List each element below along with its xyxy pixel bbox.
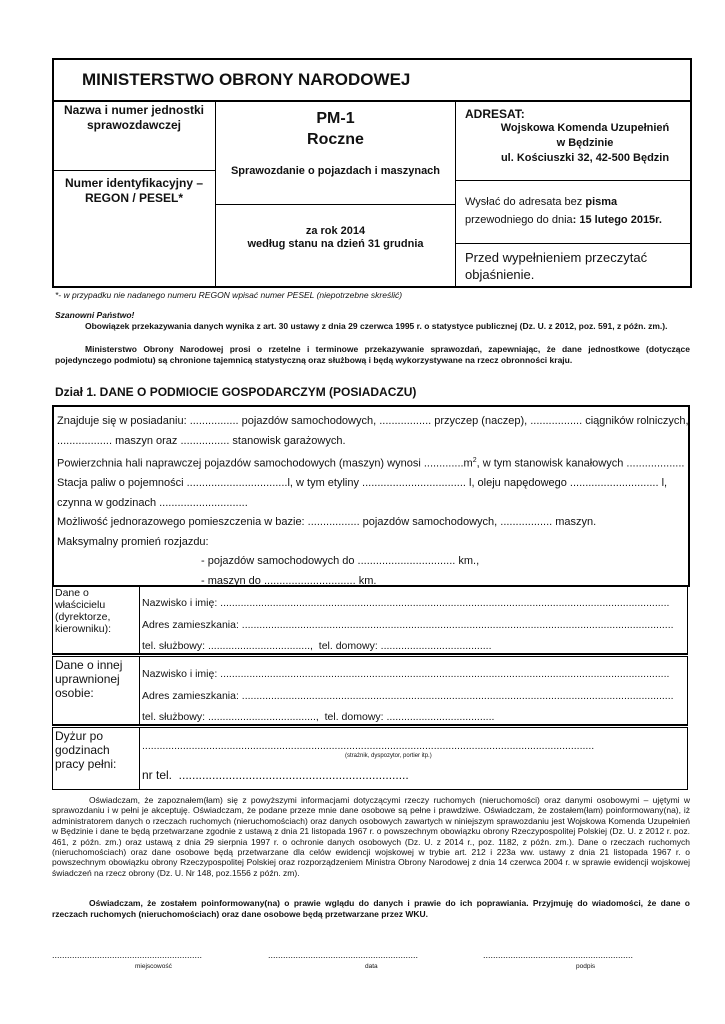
declaration-paragraph-2: Oświadczam, że zostałem poinformowany(na) o prawie wglądu do danych i prawie do ich poprawiania. Przyjmuję do wiadomości, że dane o rzeczach ruchomych (nieruchomościach) oraz dane osobowe będą przetwarzane przez WKU. bbox=[52, 898, 690, 919]
max-radius-label: Maksymalny promień rozjazdu: bbox=[57, 535, 209, 548]
repair-hall-line[interactable]: Powierzchnia hali naprawczej pojazdów samochodowych (maszyn) wynosi $.............m^2$, w tym stanowisk kanałowych ................... bbox=[57, 457, 685, 470]
footnote: *- w przypadku nie nadanego numeru REGON wpisać numer PESEL (niepotrzebne skreślić) bbox=[55, 290, 403, 300]
duty-phone-field[interactable]: nr tel. ..................................................................... bbox=[142, 768, 409, 782]
declaration-paragraph-1: Oświadczam, że zapoznałem(łam) się z powyższymi informacjami dotyczącymi rzeczy ruchomych (nieruchomości) oraz danymi osobowymi – ujętymi w sprawozdaniu i w pełni je akceptuję. Oświadczam, że podane przeze mnie dane osobowe są pełne i prawdziwe. Oświadczam, że zostałem(łam) poinformowany(na), iż administratorem danych o rzeczach ruchomych (nieruchomościach) oraz danych osobowych zawartych w niniejszym sprawozdaniu jest Wojskowa Komenda Uzupełnień w Będzinie i dane te będą przetwarzane zgodnie z ustawą z dnia 21 listopada 1967 r. o powszechnym obowiązku obrony Rzeczypospolitej Polskiej (Dz. U. z 2012 r. poz. 461, z późn. zm.) oraz ustawą z dnia 29 sierpnia 1997 r. o ochronie danych osobowych (Dz. U. z 2014 r., poz. 1182, z późn. zm.). Dane o rzeczach ruchomych (nieruchomościach) oraz dane osobowe będą przetwarzane dla celów ewidencji wojskowej w trybie art. 212 i 223a ww. ustawy z dnia 21 listopada 1967 r. o powszechnym obowiązku obrony Rzeczypospolitej Polskiej oraz rozporządzeniem Ministra Obrony Narodowej z dnia 14 czerwca 2004 r. w sprawie ewidencji wojskowej świadczeń na rzecz obrony (Dz. U. Nr 148, poz.1556 z późn. zm). bbox=[52, 795, 690, 878]
section-1-title: Dział 1. DANE O PODMIOCIE GOSPODARCZYM (POSIADACZU) bbox=[55, 385, 417, 399]
other-phones-field[interactable]: tel. służbowy: ....................................., tel. domowy: ..................................... bbox=[142, 711, 495, 723]
date-label: data bbox=[365, 963, 378, 970]
date-dots[interactable]: ............................................................ bbox=[268, 950, 419, 960]
form-title: Sprawozdanie o pojazdach i maszynach bbox=[230, 165, 441, 177]
duty-label: Dyżur po godzinach pracy pełni: bbox=[55, 729, 117, 771]
section-1-body bbox=[57, 412, 689, 591]
greeting: Szanowni Państwo! bbox=[55, 310, 135, 320]
regon-label: Numer identyfikacyjny – REGON / PESEL* bbox=[64, 176, 204, 205]
other-person-label: Dane o innej uprawnionej osobie: bbox=[55, 658, 123, 700]
opening-hours-line[interactable]: czynna w godzinach ............................. bbox=[57, 496, 248, 509]
report-date: według stanu na dzień 31 grudnia bbox=[247, 238, 424, 250]
machine-radius-line[interactable]: - maszyn do .............................. km. bbox=[201, 574, 377, 587]
fuel-station-line[interactable]: Stacja paliw o pojemności .................................l, w tym etyliny .................................. l, oleju napędowego ............................. l, bbox=[57, 477, 668, 490]
duty-person-field[interactable]: ........................................................................................................................................................... bbox=[142, 740, 595, 752]
form-code: PM-1 bbox=[316, 110, 355, 127]
owner-address-field[interactable]: Adres zamieszkania: .................................................................................................................................................... bbox=[142, 619, 674, 631]
addressee-line-2: w Będzinie bbox=[556, 137, 614, 149]
signature-label: podpis bbox=[576, 963, 596, 970]
vehicle-radius-line[interactable]: - pojazdów samochodowych do ................................ km., bbox=[201, 555, 480, 568]
ministry-title: MINISTERSTWO OBRONY NARODOWEJ bbox=[82, 70, 411, 89]
signature-dots[interactable]: ............................................................ bbox=[483, 950, 634, 960]
machines-line[interactable]: .................. maszyn oraz ................ stanowisk garażowych. bbox=[57, 434, 346, 447]
intro-paragraph-2: Ministerstwo Obrony Narodowej prosi o rzetelne i terminowe przekazywanie sprawozdań, zapewniając, że dane jednostkowe (dotyczące pojedynczego podmiotu) są chronione tajemnicą statystyczną oraz służbową i będą wykorzystywane na rzecz obronności kraju. bbox=[55, 344, 690, 365]
read-instructions-note: Przed wypełnieniem przeczytać objaśnienie. bbox=[465, 250, 648, 282]
base-capacity-line[interactable]: Możliwość jednorazowego pomieszczenia w bazie: ................. pojazdów samochodowych, ................. maszyn. bbox=[57, 516, 597, 529]
intro-paragraph-1: Obowiązek przekazywania danych wynika z art. 30 ustawy z dnia 29 czerwca 1995 r. o statystyce publicznej (Dz. U. z 2012, poz. 591, z późn. zm.). bbox=[85, 321, 668, 331]
possession-line[interactable]: Znajduje się w posiadaniu: ................ pojazdów samochodowych, ................. przyczep (naczep), ................. ciągników rolniczych, bbox=[57, 415, 689, 427]
addressee-line-1: Wojskowa Komenda Uzupełnień bbox=[500, 122, 670, 134]
owner-name-field[interactable]: Nazwisko i imię: .......................................................................................................................................................... bbox=[142, 597, 670, 609]
report-year: za rok 2014 bbox=[305, 225, 366, 237]
other-address-field[interactable]: Adres zamieszkania: .................................................................................................................................................... bbox=[142, 690, 674, 702]
owner-phones-field[interactable]: tel. służbowy: ..................................., tel. domowy: ...................................... bbox=[142, 640, 492, 652]
send-instruction: Wysłać do adresata bez pisma przewodniego do dnia: 15 lutego 2015r. bbox=[465, 196, 662, 226]
owner-label: Dane o właścicielu (dyrektorze, kierowniku): bbox=[55, 587, 112, 635]
place-label: miejscowość bbox=[135, 963, 172, 970]
place-dots[interactable]: ............................................................ bbox=[52, 950, 203, 960]
unit-name-label: Nazwa i numer jednostki sprawozdawczej bbox=[63, 103, 205, 132]
duty-hint: (strażnik, dyspozytor, portier itp.) bbox=[345, 753, 432, 759]
addressee-line-3: ul. Kościuszki 32, 42-500 Będzin bbox=[500, 152, 670, 164]
form-period: Roczne bbox=[307, 131, 364, 148]
addressee-label: ADRESAT: bbox=[465, 107, 525, 121]
other-name-field[interactable]: Nazwisko i imię: .......................................................................................................................................................... bbox=[142, 668, 670, 680]
